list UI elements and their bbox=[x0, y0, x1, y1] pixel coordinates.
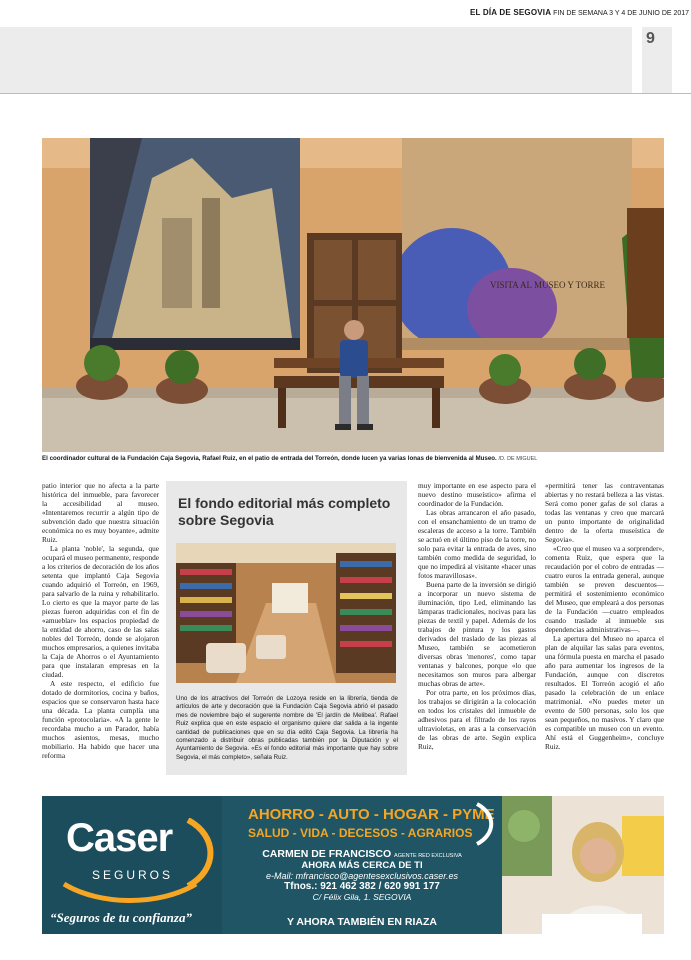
ad-riaza-line: Y AHORA TAMBIÉN EN RIAZA bbox=[287, 916, 437, 928]
paragraph: Las obras arrancaron el año pasado, con el ensanchamiento de un tramo de escaleras de acceso a la torre. También se actuó en el último piso de la torre, no solo para evitar la entrada de aves, sino también como medida de seguridad, lo que no impedirá al visitante «hacer unas fotos maravillosas». bbox=[418, 508, 536, 580]
issue-date: FIN DE SEMANA 3 Y 4 DE JUNIO DE 2017 bbox=[553, 10, 690, 17]
photo-credit: /D. DE MIGUEL bbox=[498, 456, 538, 462]
museum-courtyard-illustration bbox=[42, 138, 664, 452]
logo-arc-icon bbox=[60, 880, 200, 904]
header-divider bbox=[0, 93, 691, 94]
ad-products-line-2: SALUD - VIDA - DECESOS - AGRARIOS bbox=[248, 826, 473, 840]
email-label: e-Mail: bbox=[266, 871, 294, 881]
top-band bbox=[0, 27, 632, 93]
bookshop-photo bbox=[176, 543, 396, 683]
article-column-4 bbox=[545, 481, 664, 751]
paragraph: La apertura del Museo no aparca el plan de alquilar las salas para eventos, una fórmula puesta en marcha el pasado año para aumentar los ingresos de la Fundación, aunque con discretos resultados. El Torreón acogió el año pasado la celebración de un enlace matrimonial. «No puedes meter un evento de 500 personas, solo los que sean pequeños, no masivos. Y claro que es compatible un museo con un evento. Ahí está el Guggenheim», concluye Ruiz. bbox=[545, 634, 664, 751]
ad-products-line-1: AHORRO - AUTO - HOGAR - PYME bbox=[248, 806, 495, 823]
paragraph: Buena parte de la inversión se dirigió a incorporar un nuevo sistema de iluminación, tipo Led, eliminando las lámparas tradicionales, nocivas para las piezas de textil y papel. Además de los trabajos de pintura y los gastos derivados del traslado de las piezas al Museo, también se acometieron diversas obras 'menores', como tapar ventanas y balcones, porque «lo que necesitamos son muros para albergar muchas obras de arte». bbox=[418, 580, 536, 688]
agent-name-line bbox=[222, 848, 502, 860]
box-title: El fondo editorial más completo sobre Segovia bbox=[178, 495, 391, 528]
paragraph: A este respecto, el edificio fue dotado de dormitorios, cocina y baños, espacios que se conservaron hasta hace una década. La planta cumplía una función «protocolaria». «A la gente le recordaba mucho a un Parador, había muchos asientos, mesas, mucho mobiliario. Ha habido que hacer una reforma bbox=[42, 679, 159, 760]
paragraph: «Creo que el museo va a sorprender», comenta Ruiz, que espera que la recaudación por el cobro de entradas —cuatro euros la entrada general, aunque también se preven descuentos— permitirá el sostenimiento económico del Museo, que empleará a dos personas de la Fundación —cuatro empleados cuando traslade al inmueble sus dependencias administrativas—. bbox=[545, 544, 664, 634]
newspaper-name: EL DÍA DE SEGOVIA bbox=[470, 8, 552, 17]
article-column-3 bbox=[418, 481, 536, 751]
article-column-1 bbox=[42, 481, 159, 760]
caser-logo: Caser bbox=[66, 816, 173, 860]
ad-info-panel bbox=[222, 796, 502, 934]
paragraph: «permitirá tener las contraventanas abiertas y no restará belleza a las vistas. Será como poner gafas de sol claras a todas las ventanas y creo que marcará un punto importante de originalidad dentro de la oferta museística de Segovia». bbox=[545, 481, 664, 544]
bookshop-illustration bbox=[176, 543, 396, 683]
paragraph: muy importante en ese aspecto para el nuevo destino museístico» afirma el coordinador de la Fundación. bbox=[418, 481, 536, 508]
caser-advertisement bbox=[42, 796, 664, 934]
ad-tagline: AHORA MÁS CERCA DE TI bbox=[301, 860, 423, 871]
swoosh-icon bbox=[474, 802, 496, 846]
agent-contact bbox=[222, 848, 502, 902]
banner-text: VISITA AL MUSEO Y TORRE bbox=[490, 280, 605, 290]
caption-text: El coordinador cultural de la Fundación Caja Segovia, Rafael Ruiz, en el patio de entrada del Torreón, donde lucen ya varias lonas de bienvenida al Museo. bbox=[42, 455, 497, 462]
paragraph: La planta 'noble', la segunda, que ocupará el museo permanente, responde a los criterios de decoración de los años setenta que implantó Caja Segovia cuando adquirió el Torreón, en 1969, para salvarlo de la ruina y rehabilitarlo. Lo cierto es que la mayor parte de las piezas fueron adquiridas con el fin de «amueblar» los espacios propiedad de la entidad de ahorro, caso de las salas nobles del Torreón, donde se alojaron muchos empresarios, a quienes invitaba la Caja de Ahorros o el Ayuntamiento para que instalaran empresas en la ciudad. bbox=[42, 544, 159, 679]
phone-numbers: Tfnos.: 921 462 382 / 620 991 177 bbox=[284, 881, 440, 892]
agent-role: AGENTE RED EXCLUSIVA bbox=[394, 853, 462, 859]
email-address[interactable]: mfrancisco@agentesexclusivos.caser.es bbox=[295, 871, 458, 881]
email-line bbox=[222, 871, 502, 881]
sidebar-box bbox=[166, 481, 407, 775]
caser-logo-subtitle: SEGUROS bbox=[92, 868, 174, 882]
agent-photo bbox=[502, 796, 664, 934]
main-photo bbox=[42, 138, 664, 452]
ad-slogan: “Seguros de tu confianza” bbox=[50, 910, 192, 925]
page-header bbox=[470, 8, 690, 17]
paragraph: Por otra parte, en los próximos días, los trabajos se dirigirán a la colocación en todos los cristales del inmueble de adhesivos para el filtrado de los rayos ultravioletas, en aras a la conservación de las obras de arte. Según explica Ruiz, bbox=[418, 688, 536, 751]
photo-caption bbox=[42, 455, 664, 462]
agent-address: C/ Félix Gila, 1. SEGOVIA bbox=[312, 892, 412, 902]
logo-swoosh-icon bbox=[184, 818, 218, 888]
agent-name: CARMEN DE FRANCISCO bbox=[262, 848, 392, 860]
page-number: 9 bbox=[646, 30, 655, 47]
agent-portrait-illustration bbox=[502, 796, 664, 934]
paragraph: patio interior que no afecta a la parte histórica del inmueble, para favorecer la accesibilidad al museo. «Intentaremos recurrir a algún tipo de subvención dado que nuestra situación económica no es muy boyante», admite Ruiz. bbox=[42, 481, 159, 544]
box-text: Uno de los atractivos del Torreón de Lozoya reside en la librería, tienda de artículos de arte y decoración que la Fundación Caja Segovia abrió el pasado mes de noviembre bajo el sugerente nombre de 'El jardín de Melibea'. Rafael Ruiz explica que en este espacio el organismo quiere dar salida a la ingente cantidad de publicaciones que en su día editó Caja Segovia. La librería ha comenzado a distribuir obras publicadas también por la Diputación y el Ayuntamiento de Segovia. «Es el fondo editorial más importante que hay sobre Segovia, el más completo», señala Ruiz. bbox=[176, 695, 398, 761]
ad-brand-panel bbox=[42, 796, 222, 934]
